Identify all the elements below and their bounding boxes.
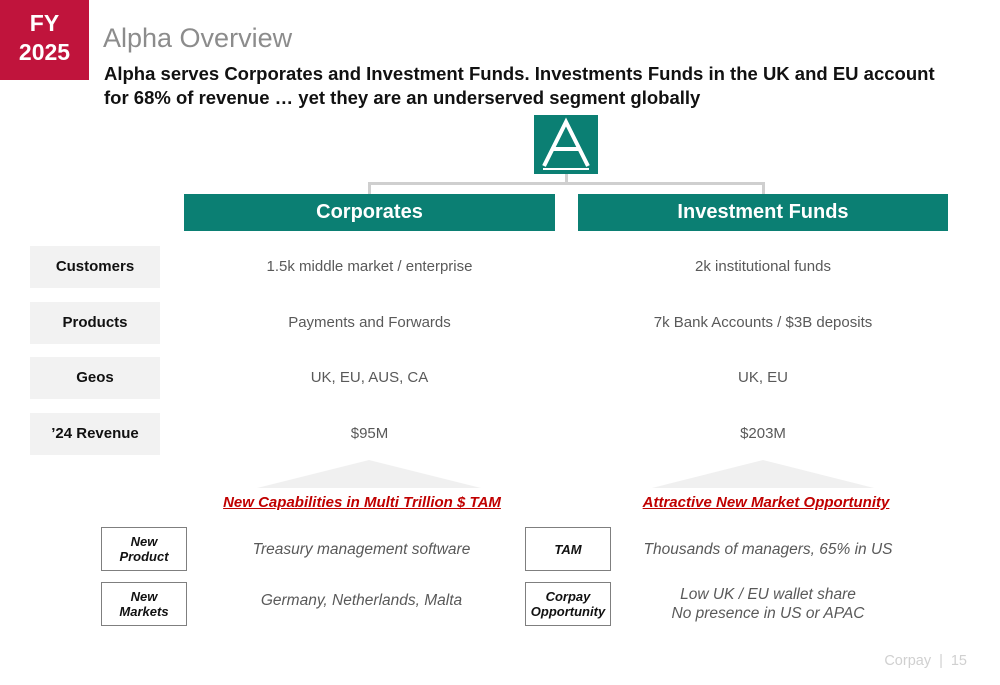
opportunity-line-2: No presence in US or APAC (671, 605, 865, 622)
connector-horizontal (368, 182, 765, 185)
new-markets-description: Germany, Netherlands, Malta (260, 592, 463, 609)
row-label-revenue: ’24 Revenue (30, 413, 160, 455)
new-product-tag (101, 527, 187, 571)
new-product-tag-label: New Product (119, 534, 169, 564)
tam-tag (525, 527, 611, 571)
funds-revenue: $203M (740, 425, 786, 442)
corpay-opportunity-tag (525, 582, 611, 626)
corporates-geos: UK, EU, AUS, CA (310, 369, 429, 386)
corpay-opportunity-tag-label: Corpay Opportunity (530, 589, 606, 619)
segment-header-corporates: Corporates (184, 194, 555, 231)
corporates-products: Payments and Forwards (288, 314, 451, 331)
connector-right-drop (762, 182, 765, 194)
page-subtitle: Alpha serves Corporates and Investment Funds. Investments Funds in the UK and EU account for 68% of revenue … yet they are an underserved segment globally (104, 63, 935, 108)
new-product-description: Treasury management software (252, 541, 471, 558)
funds-geos: UK, EU (737, 369, 788, 386)
tam-description: Thousands of managers, 65% in US (643, 541, 893, 558)
tam-tag-label: TAM (554, 541, 582, 557)
corporates-customers: 1.5k middle market / enterprise (266, 258, 473, 275)
fy-label: FY (29, 10, 60, 36)
right-section-heading: Attractive New Market Opportunity (642, 494, 890, 511)
opportunity-line-1: Low UK / EU wallet share (680, 586, 856, 603)
left-pointer-triangle (257, 460, 481, 488)
funds-customers: 2k institutional funds (695, 258, 831, 275)
new-markets-tag (101, 582, 187, 626)
funds-products: 7k Bank Accounts / $3B deposits (653, 314, 873, 331)
new-markets-tag-label: New Markets (119, 589, 169, 619)
year-label: 2025 (18, 39, 71, 65)
page-number: 15 (950, 653, 967, 669)
row-label-customers: Customers (30, 246, 160, 288)
connector-left-drop (368, 182, 371, 194)
row-label-products: Products (30, 302, 160, 344)
segment-header-investment-funds: Investment Funds (578, 194, 948, 231)
row-label-geos: Geos (30, 357, 160, 399)
alpha-logo (534, 115, 598, 174)
left-section-heading: New Capabilities in Multi Trillion $ TAM (223, 494, 501, 511)
footer (880, 653, 971, 669)
footer-separator: | (939, 653, 943, 669)
corpay-opportunity-description (622, 585, 914, 623)
right-pointer-triangle (652, 460, 874, 488)
page-title: Alpha Overview (103, 23, 293, 53)
corporates-revenue: $95M (350, 425, 389, 442)
fy-badge (0, 0, 89, 80)
footer-brand: Corpay (884, 653, 932, 669)
